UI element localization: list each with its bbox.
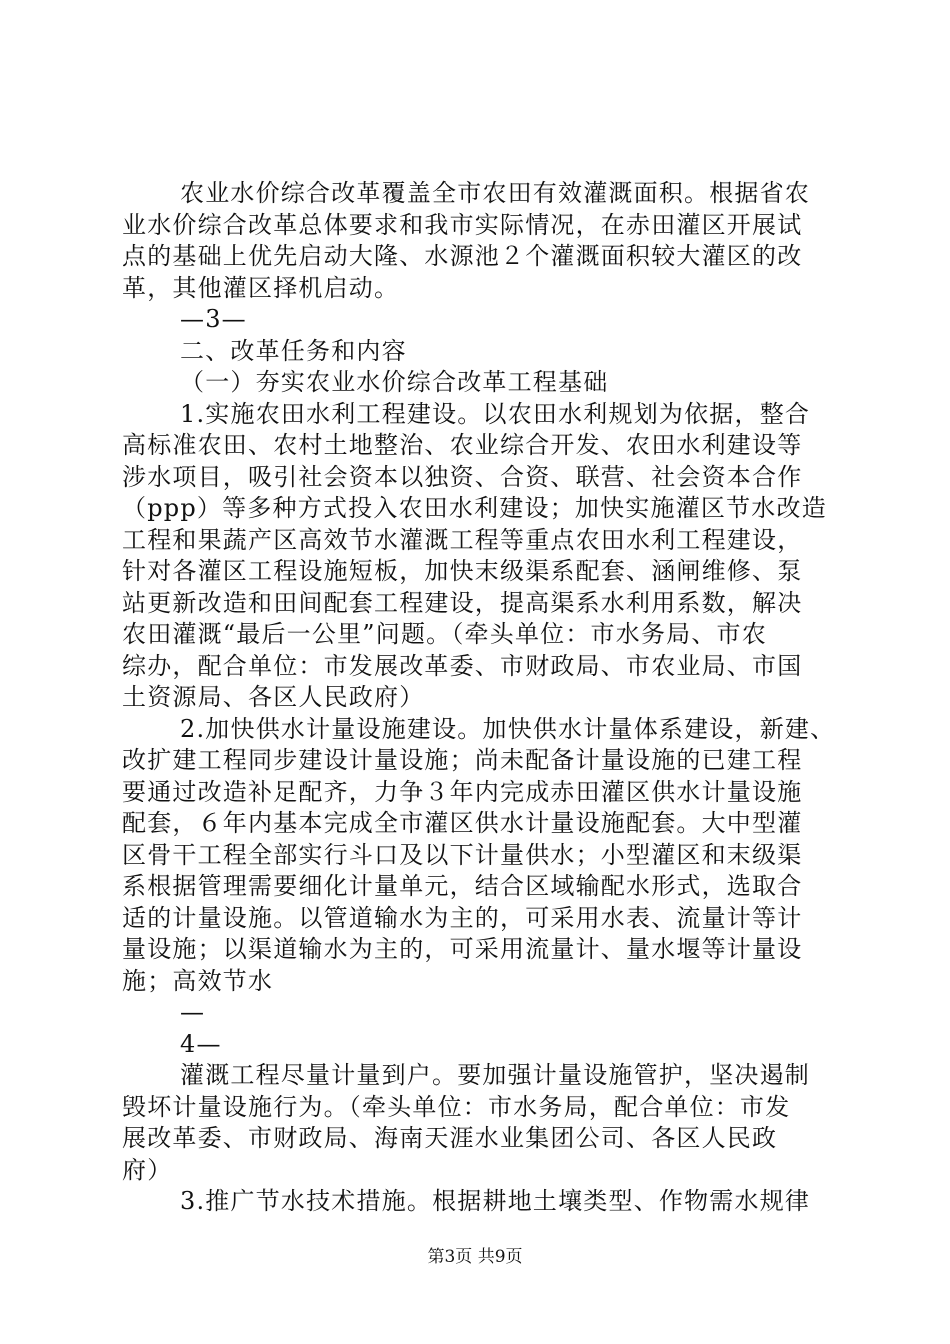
text-line: 1.实施农田水利工程建设。以农田水利规划为依据，整合 xyxy=(180,399,811,428)
text-line: 2.加快供水计量设施建设。加快供水计量体系建设，新建、 xyxy=(180,714,836,743)
text-line: —3— xyxy=(180,305,247,333)
text-line: 3.推广节水技术措施。根据耕地土壤类型、作物需水规律 xyxy=(180,1187,811,1215)
text-line: 农田灌溉“最后一公里”问题。（牵头单位：市水务局、市农 xyxy=(122,620,767,648)
text-line: 针对各灌区工程设施短板，加快末级渠系配套、涵闸维修、泵 xyxy=(122,557,803,585)
text-line: — xyxy=(180,998,206,1026)
text-line: 府） xyxy=(122,1155,173,1184)
text-line: 土资源局、各区人民政府） xyxy=(122,683,425,711)
text-line: 高标准农田、农村土地整治、农业综合开发、农田水利建设等 xyxy=(122,431,803,459)
text-line: 展改革委、市财政局、海南天涯水业集团公司、各区人民政 xyxy=(122,1124,778,1152)
page-footer: 第3页 共9页 xyxy=(427,1247,523,1267)
text-line: 系根据管理需要细化计量单元，结合区域输配水形式，选取合 xyxy=(122,872,803,900)
text-line: 革，其他灌区择机启动。 xyxy=(122,273,400,302)
text-line: 业水价综合改革总体要求和我市实际情况，在赤田灌区开展试 xyxy=(122,210,803,239)
text-line: 施；高效节水 xyxy=(122,966,274,995)
text-line: 站更新改造和田间配套工程建设，提高渠系水利用系数，解决 xyxy=(122,588,803,617)
text-line: 点的基础上优先启动大隆、水源池２个灌溉面积较大灌区的改 xyxy=(122,242,803,270)
text-line: 综办，配合单位：市发展改革委、市财政局、市农业局、市国 xyxy=(122,651,803,680)
text-line: 量设施；以渠道输水为主的，可采用流量计、量水堰等计量设 xyxy=(122,935,803,963)
text-line: 4— xyxy=(180,1029,222,1058)
text-line: 毁坏计量设施行为。（牵头单位：市水务局，配合单位：市发 xyxy=(122,1092,791,1121)
text-line: 涉水项目，吸引社会资本以独资、合资、联营、社会资本合作 xyxy=(122,462,803,491)
text-line: （ppp）等多种方式投入农田水利建设；加快实施灌区节水改造 xyxy=(122,494,827,522)
text-line: 配套，６年内基本完成全市灌区供水计量设施配套。大中型灌 xyxy=(122,809,803,837)
text-line: 要通过改造补足配齐，力争３年内完成赤田灌区供水计量设施 xyxy=(122,777,803,806)
document-body xyxy=(122,178,836,1218)
text-line: 农业水价综合改革覆盖全市农田有效灌溉面积。根据省农 xyxy=(180,179,810,207)
text-line: （一）夯实农业水价综合改革工程基础 xyxy=(180,368,609,396)
text-line: 适的计量设施。以管道输水为主的，可采用水表、流量计等计 xyxy=(122,903,803,932)
text-line: 工程和果蔬产区高效节水灌溉工程等重点农田水利工程建设， xyxy=(122,525,803,554)
text-line: 灌溉工程尽量计量到户。要加强计量设施管护，坚决遏制 xyxy=(180,1061,810,1089)
text-line: 二、改革任务和内容 xyxy=(180,336,407,365)
text-line: 区骨干工程全部实行斗口及以下计量供水；小型灌区和末级渠 xyxy=(122,840,803,869)
text-line: 改扩建工程同步建设计量设施；尚未配备计量设施的已建工程 xyxy=(122,746,803,774)
